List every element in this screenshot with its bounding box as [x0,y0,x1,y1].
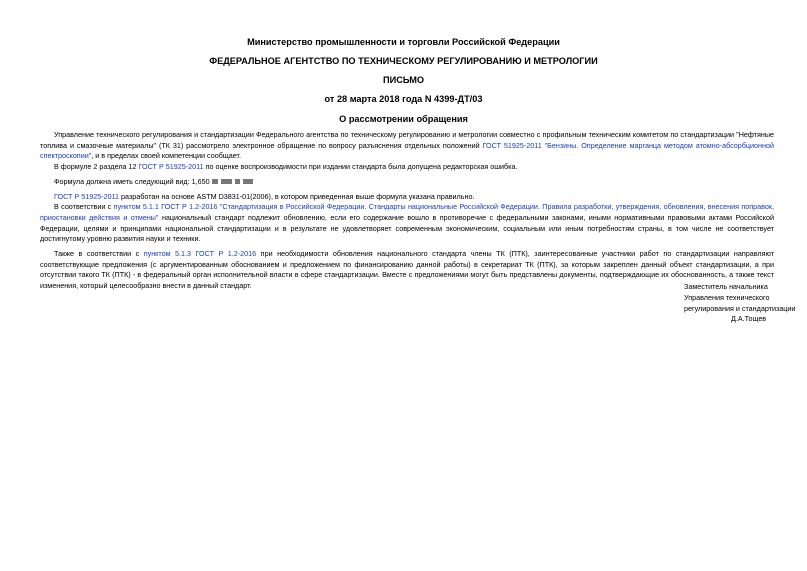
paragraph-text: В соответствии с [54,202,114,212]
gost-r-51925-link[interactable]: ГОСТ Р 51925-2011 [54,191,120,201]
paragraph-text: разработан на основе ASTM D3831-01(2006), в котором приведенная выше формула указана правильно. [119,191,475,201]
gost-51925-link[interactable]: ГОСТ 51925-2011 "Бензины. Определение марганца методом атомно-абсорбционной спектроскопии" [40,140,774,161]
document-type: ПИСЬМО [382,75,425,85]
paragraph-text: , и в пределах своей компетенции сообщает. [91,151,241,161]
gost-r-51925-link[interactable]: ГОСТ Р 51925-2011 [138,162,204,172]
signature-block [684,282,795,325]
document-date-number: от 28 марта 2018 года N 4399-ДТ/03 [324,94,483,104]
signature-position-line: Заместитель начальника [684,282,768,291]
ministry-title: Министерство промышленности и торговли Российской Федерации [247,37,560,47]
formula-image [212,178,256,185]
signatory-name: Д.А.Тощев [731,314,767,324]
signature-position-line: регулирования и стандартизации [684,303,796,313]
paragraph-text: В формуле 2 раздела 12 [54,162,139,172]
paragraph-intro [40,130,774,162]
paragraph-formula [40,177,774,188]
paragraph-text: Также в соответствии с [54,249,144,259]
signature-position-line: Управления технического [684,292,770,302]
gost-r-1-2-clause-link[interactable]: пунктом 5.1.3 ГОСТ Р 1.2-2016 [143,249,257,259]
paragraph-text: национальный стандарт подлежит обновлению, если его содержание вошло в противоречие с федеральными законами, иными нормативными правовыми актами Российской Федерации, целями и принципами национальной стандартизации и в результате не удовлетворяет современным экономическим, социальным или иным потребностям страны, в том числе не соответствует достигнутому уровню развития науки и техники. [40,212,774,244]
gost-r-1-2-title-link[interactable]: "Стандартизация в Российской Федерации. Стандарты национальные Российской Федерации. Правила разработки, утверждения, обновления, внесения поправок, приостановки действия и отмены" [40,202,775,222]
paragraph-proposals [40,249,774,292]
paragraph-text: по оценке воспроизводимости при издании стандарта была допущена редакторская ошибка. [203,162,518,172]
paragraph-update [40,202,774,245]
document-subject: О рассмотрении обращения [339,114,468,124]
agency-title: ФЕДЕРАЛЬНОЕ АГЕНТСТВО ПО ТЕХНИЧЕСКОМУ РЕГУЛИРОВАНИЮ И МЕТРОЛОГИИ [209,56,598,66]
paragraph-text: Формула должна иметь следующий вид: 1,650 [54,176,210,186]
paragraph-text: при необходимости обновления национального стандарта члены ТК (ПТК), заинтересованные участники работ по стандартизации направляют соответствующие предложения (с аргументированным обоснованием и предложением по финансированию данной работы) в секретариат ТК (ПТК), за которым закреплен данный объект стандартизации, а при отсутствии такого ТК (ПТК) - в федеральный орган исполнительной власти в сфере стандартизации. Вместе с предложениями могут быть представлены документы, подтверждающие их обоснованность, а также текст изменения, который целесообразно внести в данный стандарт. [40,249,774,291]
gost-r-1-2-clause-link[interactable]: пунктом 5.1.1 ГОСТ Р 1.2-2016 [113,202,218,212]
paragraph-text: Управление технического регулирования и стандартизации Федерального агентства по техническому регулированию и метрологии совместно с профильным техническим комитетом по стандартизации "Нефтяные топлива и смазочные материалы" (ТК 31) рассмотрело электронное обращение по вопросу разъяснения отдельных положений [40,130,774,150]
paragraph-error [40,162,774,173]
paragraph-basis [40,192,774,203]
letter-body [40,130,774,292]
